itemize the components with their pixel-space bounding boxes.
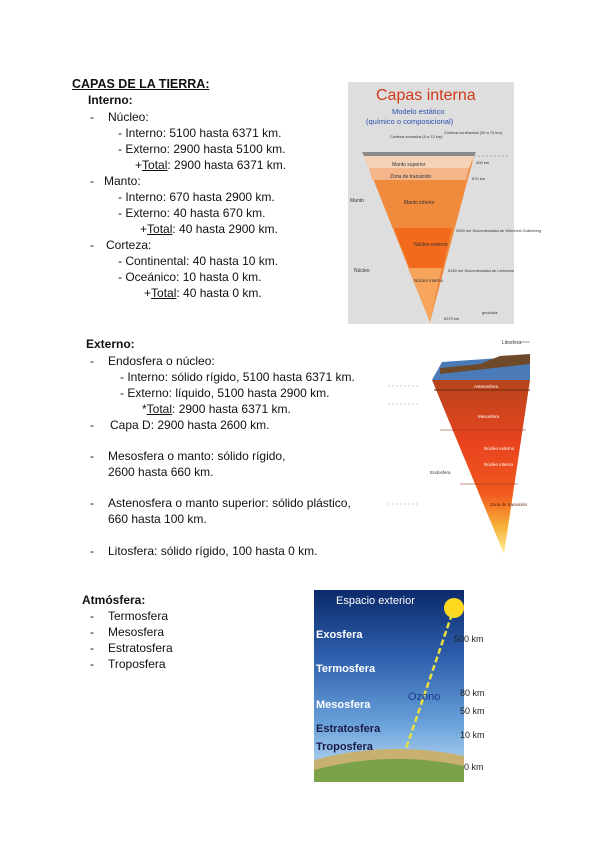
figure-label: Mesosfera xyxy=(316,699,371,711)
altitude-label: 10 km xyxy=(460,730,485,740)
total-word: Total xyxy=(142,158,168,172)
atmosfera-item: Mesosfera xyxy=(108,625,165,639)
atmosfera-figure xyxy=(314,590,504,782)
cone-body xyxy=(432,380,530,554)
total-value: : 40 hasta 2900 km. xyxy=(172,222,278,236)
atmosfera-item: Troposfera xyxy=(108,657,166,671)
figure-label: Núcleo externo xyxy=(414,242,448,248)
manto-label: Manto: xyxy=(104,174,141,188)
figure-label: Termosfera xyxy=(316,663,376,675)
nucleo-label: Núcleo: xyxy=(108,110,149,124)
figure-title: Capas interna xyxy=(376,87,476,104)
figure-label: Estratosfera xyxy=(316,723,381,735)
endosfera-externo: - Externo: líquido, 5100 hasta 2900 km. xyxy=(120,386,330,400)
bullet-dash: - xyxy=(90,625,94,639)
endosfera-total xyxy=(142,401,291,417)
figure-label: Manto superior xyxy=(392,162,426,168)
astenosfera-line-1: Astenosfera o manto superior: sólido plástico, xyxy=(108,496,351,510)
nucleo-interno: - Interno: 5100 hasta 6371 km. xyxy=(118,126,282,140)
endosfera-interno: - Interno: sólido rígido, 5100 hasta 6371 km. xyxy=(120,370,355,384)
total-value: : 2900 hasta 6371 km. xyxy=(172,402,291,416)
interno-heading: Interno: xyxy=(88,93,133,107)
total-word: Total xyxy=(151,286,177,300)
figure-label: Núcleo externo xyxy=(484,446,515,451)
capas-externas-figure xyxy=(380,334,530,558)
figure-label: Endosfera xyxy=(430,470,451,475)
figure-label: 670 km xyxy=(472,176,486,181)
total-word: Total xyxy=(146,402,173,416)
figure-label: Astenosfera xyxy=(474,384,499,389)
figure-label: 6370 km xyxy=(444,316,460,321)
atmosfera-item: Estratosfera xyxy=(108,641,173,655)
figure-credit: geolodía xyxy=(482,310,498,315)
figure-label: Mesosfera xyxy=(478,414,500,419)
figure-label: Zona de transición xyxy=(490,502,528,507)
wedge-crust xyxy=(362,152,476,156)
page-title: CAPAS DE LA TIERRA: xyxy=(72,77,210,91)
capa-d: Capa D: 2900 hasta 2600 km. xyxy=(110,418,270,432)
figure-label: Manto xyxy=(350,198,364,204)
mesosfera-line-1: Mesosfera o manto: sólido rígido, xyxy=(108,449,286,463)
atmosfera-item: Termosfera xyxy=(108,609,169,623)
figure-label: 400 km xyxy=(476,160,490,165)
bullet-dash: - xyxy=(90,641,94,655)
manto-externo: - Externo: 40 hasta 670 km. xyxy=(118,206,266,220)
plus-sign: + xyxy=(135,158,143,172)
figure-label: Troposfera xyxy=(316,741,373,753)
astenosfera-line-2: 660 hasta 100 km. xyxy=(108,512,207,526)
figure-label: Corteza oceánica (5 a 12 km) xyxy=(390,134,443,139)
atmosfera-heading: Atmósfera: xyxy=(82,593,146,607)
figure-label: Núcleo interno xyxy=(414,278,444,283)
bullet-dash: - xyxy=(90,657,94,671)
figure-subtitle: (químico o composicional) xyxy=(366,117,454,126)
bullet-dash: - xyxy=(90,418,94,432)
bullet-dash: - xyxy=(90,110,94,124)
bullet-dash: - xyxy=(90,354,94,368)
manto-interno: - Interno: 670 hasta 2900 km. xyxy=(118,190,275,204)
total-value: : 40 hasta 0 km. xyxy=(176,286,262,300)
total-word: Total xyxy=(147,222,173,236)
corteza-total xyxy=(144,285,262,301)
bullet-dash: - xyxy=(90,174,94,188)
capas-internas-figure xyxy=(348,82,542,324)
plus-sign: + xyxy=(144,286,152,300)
externo-heading: Externo: xyxy=(86,337,135,351)
asterisk: * xyxy=(142,402,147,416)
nucleo-externo: - Externo: 2900 hasta 5100 km. xyxy=(118,142,286,156)
altitude-label: 500 km xyxy=(454,634,484,644)
altitude-label: 80 km xyxy=(460,688,485,698)
mesosfera-line-2: 2600 hasta 660 km. xyxy=(108,465,214,479)
bullet-dash: - xyxy=(90,238,94,252)
figure-label: Espacio exterior xyxy=(336,595,415,607)
nucleo-total xyxy=(135,157,286,173)
figure-label: Núcleo xyxy=(354,268,370,274)
endosfera-label: Endosfera o núcleo: xyxy=(108,354,215,368)
bullet-dash: - xyxy=(90,496,94,510)
litosfera: Litosfera: sólido rígido, 100 hasta 0 km. xyxy=(108,544,318,558)
manto-total xyxy=(140,221,278,237)
figure-label: Núcleo interno xyxy=(484,462,514,467)
corteza-label: Corteza: xyxy=(106,238,152,252)
figure-label: Corteza continental (30 a 70 km) xyxy=(444,130,503,135)
figure-label: Exosfera xyxy=(316,629,363,641)
figure-subtitle: Modelo estático xyxy=(392,107,445,116)
bullet-dash: - xyxy=(90,449,94,463)
figure-label: Ozono xyxy=(408,691,441,703)
plus-sign: + xyxy=(140,222,148,236)
altitude-label: 0 km xyxy=(464,762,484,772)
bullet-dash: - xyxy=(90,609,94,623)
figure-label: Zona de transición xyxy=(390,174,432,180)
corteza-oceanico: - Oceánico: 10 hasta 0 km. xyxy=(118,270,262,284)
altitude-label: 50 km xyxy=(460,706,485,716)
figure-label: 5150 km Discontinuidad de Lehmann xyxy=(448,268,515,273)
corteza-continental: - Continental: 40 hasta 10 km. xyxy=(118,254,279,268)
sun-icon xyxy=(444,598,464,618)
total-value: : 2900 hasta 6371 km. xyxy=(167,158,287,172)
figure-label: Litosfera xyxy=(502,340,522,346)
figure-label: 2900 km Discontinuidad de Wiechert-Gutenberg xyxy=(456,228,542,233)
figure-label: Manto inferior xyxy=(404,200,435,206)
bullet-dash: - xyxy=(90,544,94,558)
